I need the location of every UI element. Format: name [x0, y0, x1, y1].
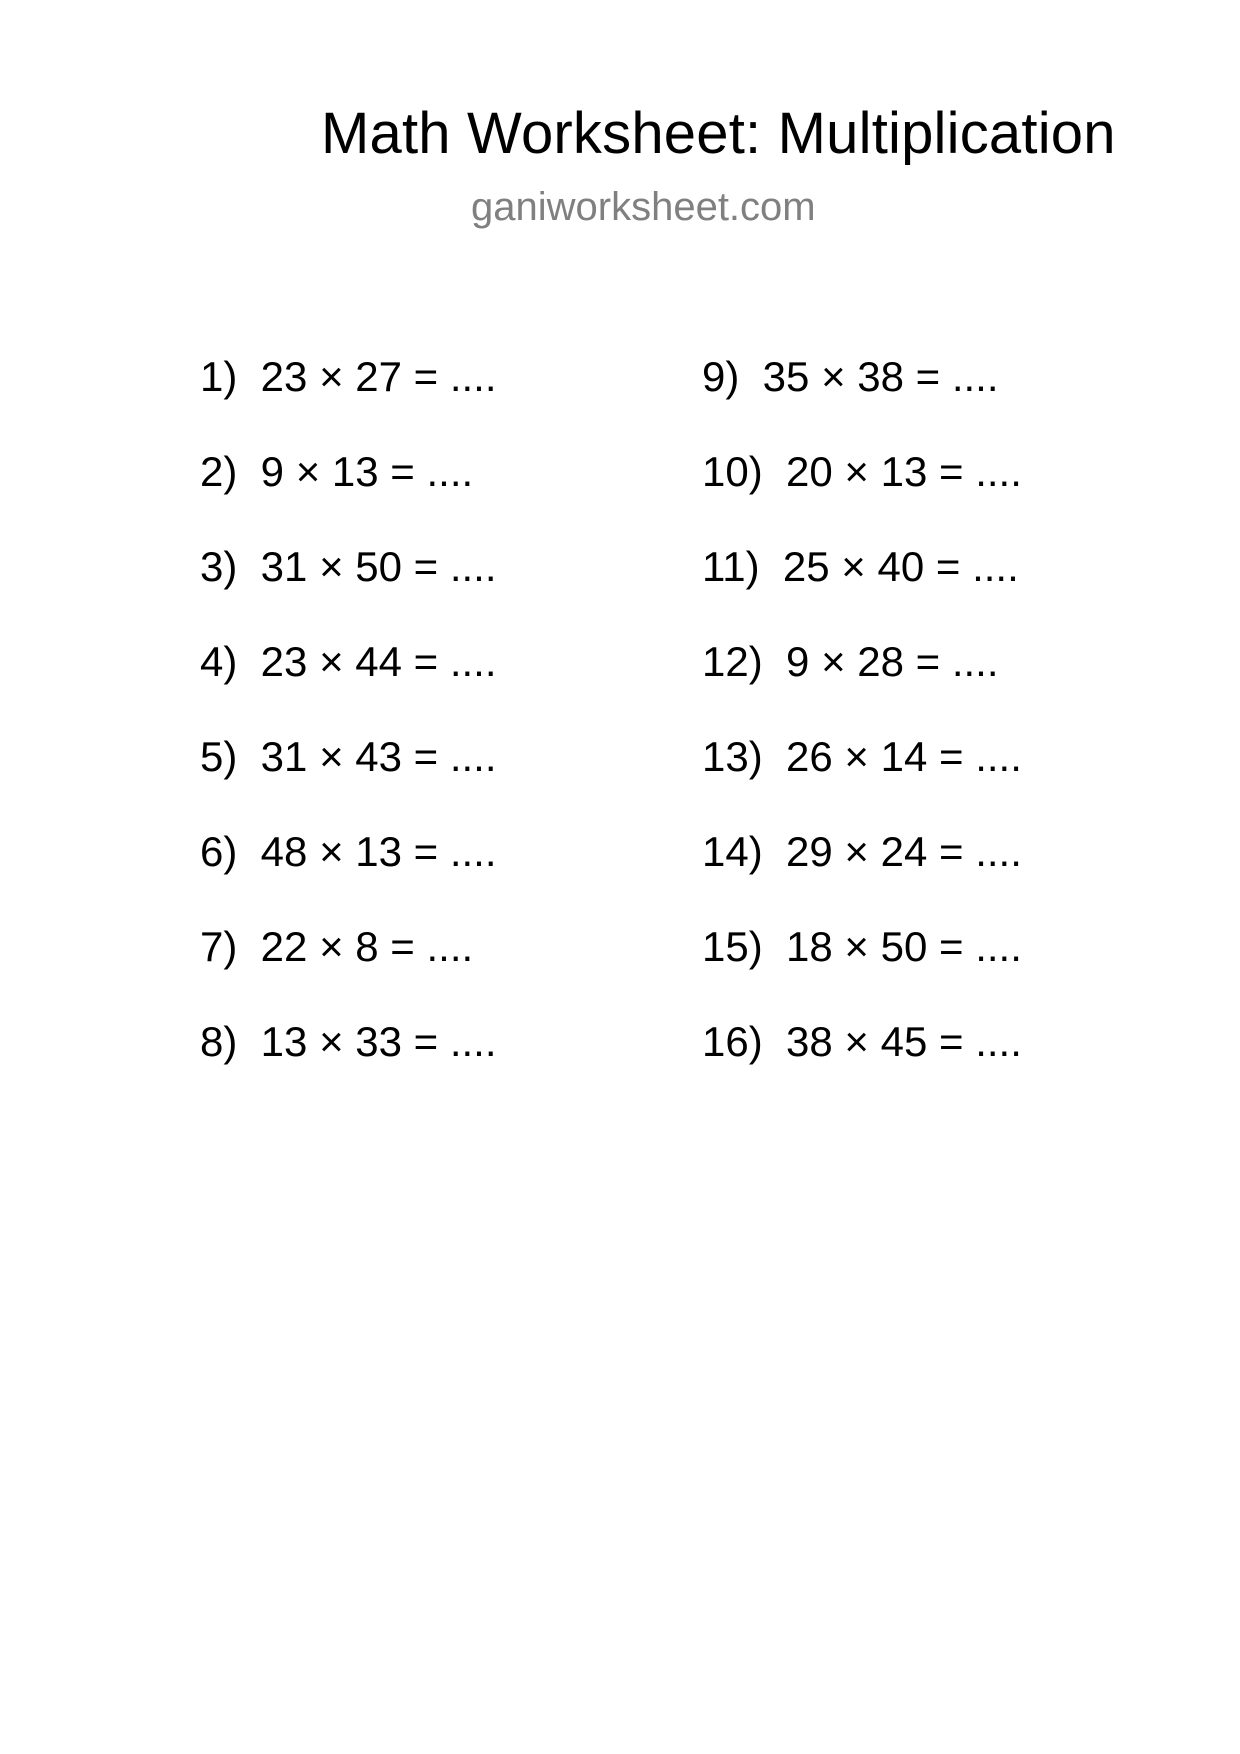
problem-item: 15) 18 × 50 = ....	[702, 923, 1022, 970]
problem-item: 10) 20 × 13 = ....	[702, 448, 1022, 495]
problem-item: 12) 9 × 28 = ....	[702, 638, 999, 685]
page-title: Math Worksheet: Multiplication	[321, 101, 1116, 166]
problem-column-left	[200, 350, 497, 1110]
problem-item: 9) 35 × 38 = ....	[702, 353, 999, 400]
problem-item: 16) 38 × 45 = ....	[702, 1018, 1022, 1065]
problem-item: 8) 13 × 33 = ....	[200, 1018, 497, 1065]
problem-item: 2) 9 × 13 = ....	[200, 448, 474, 495]
problem-column-right	[702, 350, 1022, 1110]
problem-item: 3) 31 × 50 = ....	[200, 543, 497, 590]
problem-item: 5) 31 × 43 = ....	[200, 733, 497, 780]
site-name: ganiworksheet.com	[471, 185, 816, 229]
problem-item: 14) 29 × 24 = ....	[702, 828, 1022, 875]
problem-item: 1) 23 × 27 = ....	[200, 353, 497, 400]
problem-item: 11) 25 × 40 = ....	[702, 543, 1019, 590]
problem-item: 13) 26 × 14 = ....	[702, 733, 1022, 780]
problem-item: 7) 22 × 8 = ....	[200, 923, 474, 970]
problem-item: 4) 23 × 44 = ....	[200, 638, 497, 685]
problem-item: 6) 48 × 13 = ....	[200, 828, 497, 875]
